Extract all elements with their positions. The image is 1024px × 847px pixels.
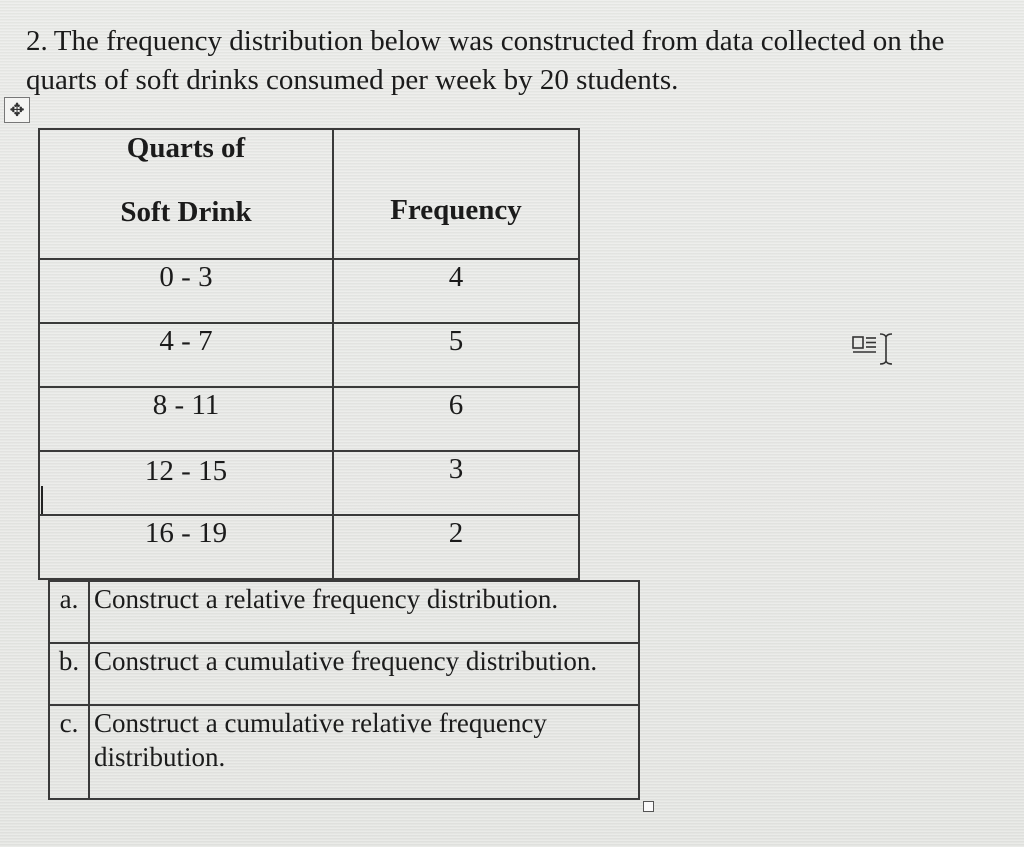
- table-row: [39, 387, 579, 451]
- table-row: [39, 515, 579, 579]
- header-frequency-label: Frequency: [390, 194, 522, 226]
- header-quarts-cell[interactable]: [39, 129, 333, 259]
- table-row: [39, 259, 579, 323]
- task-marker[interactable]: a.: [49, 581, 89, 643]
- task-row: [49, 581, 639, 643]
- question-number: 2.: [26, 25, 48, 57]
- task-marker[interactable]: b.: [49, 643, 89, 705]
- question-body: The frequency distribution below was constructed from data collected on the quarts of soft drinks consumed per week by 20 students.: [26, 25, 945, 96]
- tasks-table: [48, 580, 640, 800]
- task-text[interactable]: Construct a cumulative frequency distribution.: [89, 643, 639, 705]
- header-quarts-line1: Quarts of: [126, 132, 246, 164]
- frequency-cell[interactable]: 5: [333, 323, 579, 387]
- table-row: [39, 451, 579, 515]
- table-header-row: [39, 129, 579, 259]
- task-marker[interactable]: c.: [49, 705, 89, 799]
- range-cell[interactable]: 0 - 3: [39, 259, 333, 323]
- range-cell[interactable]: 8 - 11: [39, 387, 333, 451]
- layout-options-icon[interactable]: [853, 337, 876, 352]
- table-move-icon[interactable]: ✥: [4, 97, 30, 123]
- table-row: [39, 323, 579, 387]
- frequency-cell[interactable]: 3: [333, 451, 579, 515]
- question-text: [26, 22, 1006, 100]
- header-quarts-line2: Soft Drink: [120, 196, 252, 228]
- text-caret: [41, 486, 43, 514]
- range-cell[interactable]: 12 - 15: [39, 451, 333, 515]
- frequency-cell[interactable]: 4: [333, 259, 579, 323]
- frequency-table: [38, 128, 580, 580]
- text-cursor-icon: [880, 334, 892, 364]
- task-text[interactable]: Construct a cumulative relative frequency distribution.: [89, 705, 639, 799]
- task-row: [49, 705, 639, 799]
- range-cell[interactable]: 16 - 19: [39, 515, 333, 579]
- header-frequency-cell[interactable]: [333, 129, 579, 259]
- task-row: [49, 643, 639, 705]
- range-cell[interactable]: 4 - 7: [39, 323, 333, 387]
- frequency-cell[interactable]: 2: [333, 515, 579, 579]
- table-resize-icon[interactable]: [643, 801, 654, 812]
- task-text[interactable]: Construct a relative frequency distribution.: [89, 581, 639, 643]
- frequency-cell[interactable]: 6: [333, 387, 579, 451]
- layout-options-icon[interactable]: [852, 332, 896, 366]
